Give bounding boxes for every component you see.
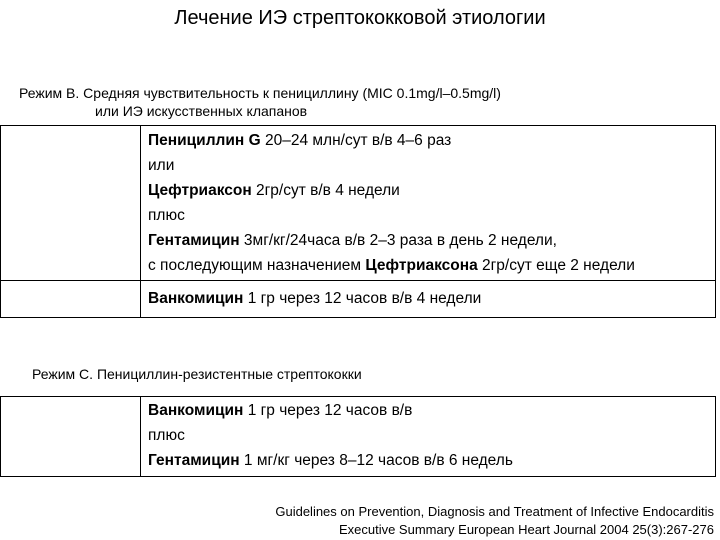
regimen-line: Гентамицин 3мг/кг/24часа в/в 2–3 раза в день 2 недели, (148, 232, 557, 249)
regime-b-table (0, 125, 716, 318)
regimen-cell (141, 126, 715, 280)
table-row (1, 280, 715, 317)
reference-line1: Guidelines on Prevention, Diagnosis and Treatment of Infective Endocarditis (275, 504, 714, 519)
table-row (1, 397, 715, 476)
reference-citation (275, 503, 714, 539)
reference-line2: Executive Summary European Heart Journal 2004 25(3):267-276 (338, 522, 714, 537)
regimen-cell (141, 281, 715, 317)
regimen-line: или (148, 157, 175, 174)
regime-c-table (0, 396, 716, 477)
regimen-line: с последующим назначением Цефтриаксона 2гр/сут еще 2 недели (148, 257, 635, 274)
regimen-line: плюс (148, 207, 185, 224)
empty-cell (1, 126, 141, 280)
regimen-line: плюс (148, 427, 185, 444)
empty-cell (1, 397, 141, 476)
regimen-cell (141, 397, 715, 476)
regime-b-line1: Режим В. Средняя чувствительность к пенициллину (MIC 0.1mg/l–0.5mg/l) (19, 85, 501, 101)
page-title: Лечение ИЭ стрептококковой этиологии (174, 7, 546, 29)
regimen-line: Пенициллин G 20–24 млн/сут в/в 4–6 раз (148, 132, 452, 149)
empty-cell (1, 281, 141, 317)
regimen-line: Гентамицин 1 мг/кг через 8–12 часов в/в 6 недель (148, 452, 513, 469)
regime-c-heading: Режим С. Пенициллин-резистентные стрептококки (32, 366, 362, 382)
regime-b-heading (19, 84, 501, 120)
regime-b-line2: или ИЭ искусственных клапанов (95, 103, 308, 119)
regimen-line: Ванкомицин 1 гр через 12 часов в/в (148, 402, 413, 419)
regimen-line: Цефтриаксон 2гр/сут в/в 4 недели (148, 182, 400, 199)
regimen-line: Ванкомицин 1 гр через 12 часов в/в 4 недели (148, 290, 482, 307)
table-row (1, 126, 715, 280)
